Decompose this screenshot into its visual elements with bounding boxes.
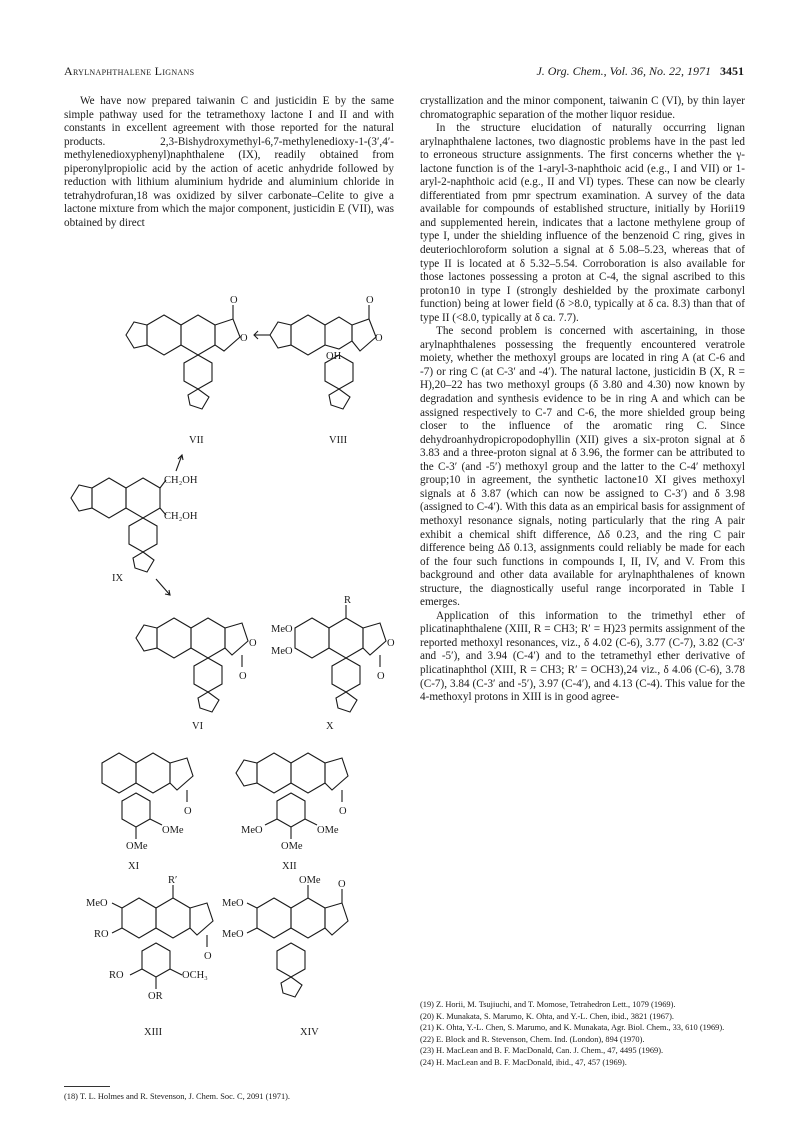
right-column	[420, 95, 745, 705]
compound-label: VII	[189, 435, 204, 446]
paragraph: crystallization and the minor component, taiwanin C (VI), by thin layer chromatographic separation of the mother liquor residue.	[420, 95, 745, 121]
left-column	[64, 95, 394, 230]
atom-label: MeO	[86, 898, 108, 909]
atom-label: OR	[148, 991, 163, 1002]
compound-label: IX	[112, 573, 124, 584]
atom-label: O	[387, 638, 395, 649]
atom-label: O	[230, 295, 238, 306]
atom-label: O	[204, 951, 212, 962]
compound-label: VIII	[329, 435, 348, 446]
paragraph: In the structure elucidation of naturally occurring lignan arylnaphthalene lactones, two diagnostic problems have in the past led to erroneous structure assignments. The first concerns whether the γ-lactone function is of the 1-aryl-3-naphthoic acid (e.g., I and VII) or 1-aryl-2-naphthoic acid (e.g., II and VI) types. These can now be clearly differentiated from pmr spectrum examination. A survey of the data available for compounds of established structure, initially by Horii19 and supplemented herein, indicates that a lactone methylene group of type I, under the shielding influence of the benzenoid C ring, gives in deuteriochloroform solution a signal at δ 5.08–5.23, whereas that of type II is located at δ 5.32–5.54. Corroboration is also available for those lactones possessing a proton at C-4, the signal ascribed to this proton10 in type I (strongly deshielded by the proximate carbonyl function) being at lower field (δ >8.0, typically at δ ca. 8.3) than that of type II (<8.0, typically at δ ca. 7.7).	[420, 122, 745, 324]
atom-label: MeO	[271, 646, 293, 657]
structure-xiv	[247, 885, 348, 997]
atom-label: CH₂OH	[164, 475, 198, 486]
structure-vii	[126, 305, 240, 409]
compound-label: XIII	[144, 1027, 163, 1038]
atom-label: O	[239, 671, 247, 682]
structure-x	[295, 605, 386, 712]
journal-volume: Vol. 36, No. 22, 1971	[609, 64, 711, 78]
footnote: (24) H. MacLean and B. F. MacDonald, ibid., 47, 457 (1969).	[420, 1057, 627, 1067]
atom-label: O	[366, 295, 374, 306]
atom-label: OMe	[299, 875, 321, 886]
paragraph: We have now prepared taiwanin C and justicidin E by the same simple pathway used for the tetramethoxy lactone I and II and with constants in excellent agreement with those reported for the natural products. 2,3-Bishydroxymethyl-6,7-methylenedioxy-1-(3′,4′-methylenedioxyphenyl)naphthalene (IX), readily obtained from piperonylpropiolic acid by the action of acetic anhydride followed by reduction with lithium aluminium hydride and aluminium chloride in tetrahydrofuran,18 was oxidized by silver carbonate–Celite to give a lactone mixture from which the major component, justicidin E (VII), was obtained by direct	[64, 95, 394, 229]
atom-label: MeO	[222, 929, 244, 940]
structure-vi	[136, 618, 248, 712]
atom-label: R	[344, 595, 352, 606]
atom-label: MeO	[271, 624, 293, 635]
atom-label: OCH₃	[182, 970, 208, 981]
page-number: 3451	[720, 64, 744, 78]
atom-label: CH₂OH	[164, 511, 198, 522]
paragraph: Application of this information to the trimethyl ether of plicatinaphthalene (XIII, R = CH3; R′ = H)23 permits assignment of the reported methoxyl resonances, viz., δ 4.02 (C-6), 3.77 (C-7), 3.82 (C-3′ and -5′), and 3.94 (C-4′) and to the tetramethyl ether derivative of plicatinaphthol (XIII, R = CH3; R′ = OCH3),24 viz., δ 4.06 (C-6), 3.78 (C-7), 3.84 (C-3′ and -5′), 3.97 (C-4′), and 4.13 (C-4). This value for the 4-methoxyl protons in XIII is in good agree-	[420, 609, 745, 704]
atom-label: O	[249, 638, 257, 649]
atom-label: R′	[168, 875, 178, 886]
footnote: (23) H. MacLean and B. F. MacDonald, Can. J. Chem., 47, 4495 (1969).	[420, 1046, 664, 1056]
footnote: (19) Z. Horii, M. Tsujiuchi, and T. Momose, Tetrahedron Lett., 1079 (1969).	[420, 1000, 676, 1009]
footnote-divider	[64, 1086, 110, 1087]
structure-ix	[71, 478, 166, 572]
chemical-structures-figure	[64, 283, 409, 1083]
atom-label: O	[184, 806, 192, 817]
atom-label: RO	[109, 970, 124, 981]
compound-label: XI	[128, 861, 140, 872]
atom-label: O	[375, 333, 383, 344]
footnote: (20) K. Munakata, S. Marumo, K. Ohta, and Y.-L. Chen, ibid., 3821 (1967).	[420, 1011, 675, 1021]
atom-label: MeO	[222, 898, 244, 909]
atom-label: O	[240, 333, 248, 344]
footnotes	[420, 1000, 745, 1070]
footnote: (18) T. L. Holmes and R. Stevenson, J. Chem. Soc. C, 2091 (1971).	[64, 1092, 291, 1101]
atom-label: OH	[326, 351, 342, 362]
atom-label: O	[339, 806, 347, 817]
atom-label: OMe	[317, 825, 339, 836]
running-title: Arylnaphthalene Lignans	[64, 64, 195, 78]
page-header	[64, 64, 744, 82]
journal-citation: J. Org. Chem., Vol. 36, No. 22, 1971 3451	[536, 64, 744, 78]
compound-label: XII	[282, 861, 297, 872]
atom-label: MeO	[241, 825, 263, 836]
atom-label: OMe	[281, 841, 303, 852]
journal-name: J. Org. Chem.	[536, 64, 604, 78]
compound-label: X	[326, 721, 334, 732]
compound-label: XIV	[300, 1027, 319, 1038]
atom-label: OMe	[162, 825, 184, 836]
compound-label: VI	[192, 721, 204, 732]
paragraph: The second problem is concerned with ascertaining, in those arylnaphthalenes possessing the frequently encountered veratrole moiety, whether the methoxyl groups are located in ring A (at C-6 and -7) or ring C (at C-3′ and -4′). The natural lactone, justicidin B (X, R = H),20–22 has two methoxyl groups (δ 3.80 and 4.30) now known by degradation and synthesis evidence to be in ring A and which can be assigned respectively to C-7 and C-6, the more shielded group being closer to the influence of the aromatic ring C. Since dehydroanhydropicropodophyllin (XII) gives a six-proton signal at δ 3.83 and a three-proton signal at δ 3.96, the former can be attributed to the C-3′ (and -5′) methoxyl group and the latter to the C-4′ methoxyl group;10 in agreement, the synthetic lactone10 XI gives methoxyl signals at δ 3.87 (which can now be assigned to C-3′) and δ 3.98 (assigned to C-4′). With this data as an empirical basis for assignment of methoxyl resonance signals, noting particularly that the ring A pair exhibit a chemical shift difference, Δδ 0.23, and the ring C pair difference being Δδ 0.13, assignments could reliably be made for each of the four such functions in compounds I, II, IV, and V. From this background and other data available for arylnaphthalenes of known structure, the diagnostically useful range incorporated in Table I emerges.	[420, 325, 745, 609]
atom-label: O	[377, 671, 385, 682]
atom-label: RO	[94, 929, 109, 940]
structure-viii	[270, 305, 376, 409]
atom-label: O	[338, 879, 346, 890]
footnote: (21) K. Ohta, Y.-L. Chen, S. Marumo, and K. Munakata, Agr. Biol. Chem., 33, 610 (1969).	[420, 1023, 725, 1033]
footnote: (22) E. Block and R. Stevenson, Chem. Ind. (London), 894 (1970).	[420, 1034, 645, 1044]
atom-label: OMe	[126, 841, 148, 852]
